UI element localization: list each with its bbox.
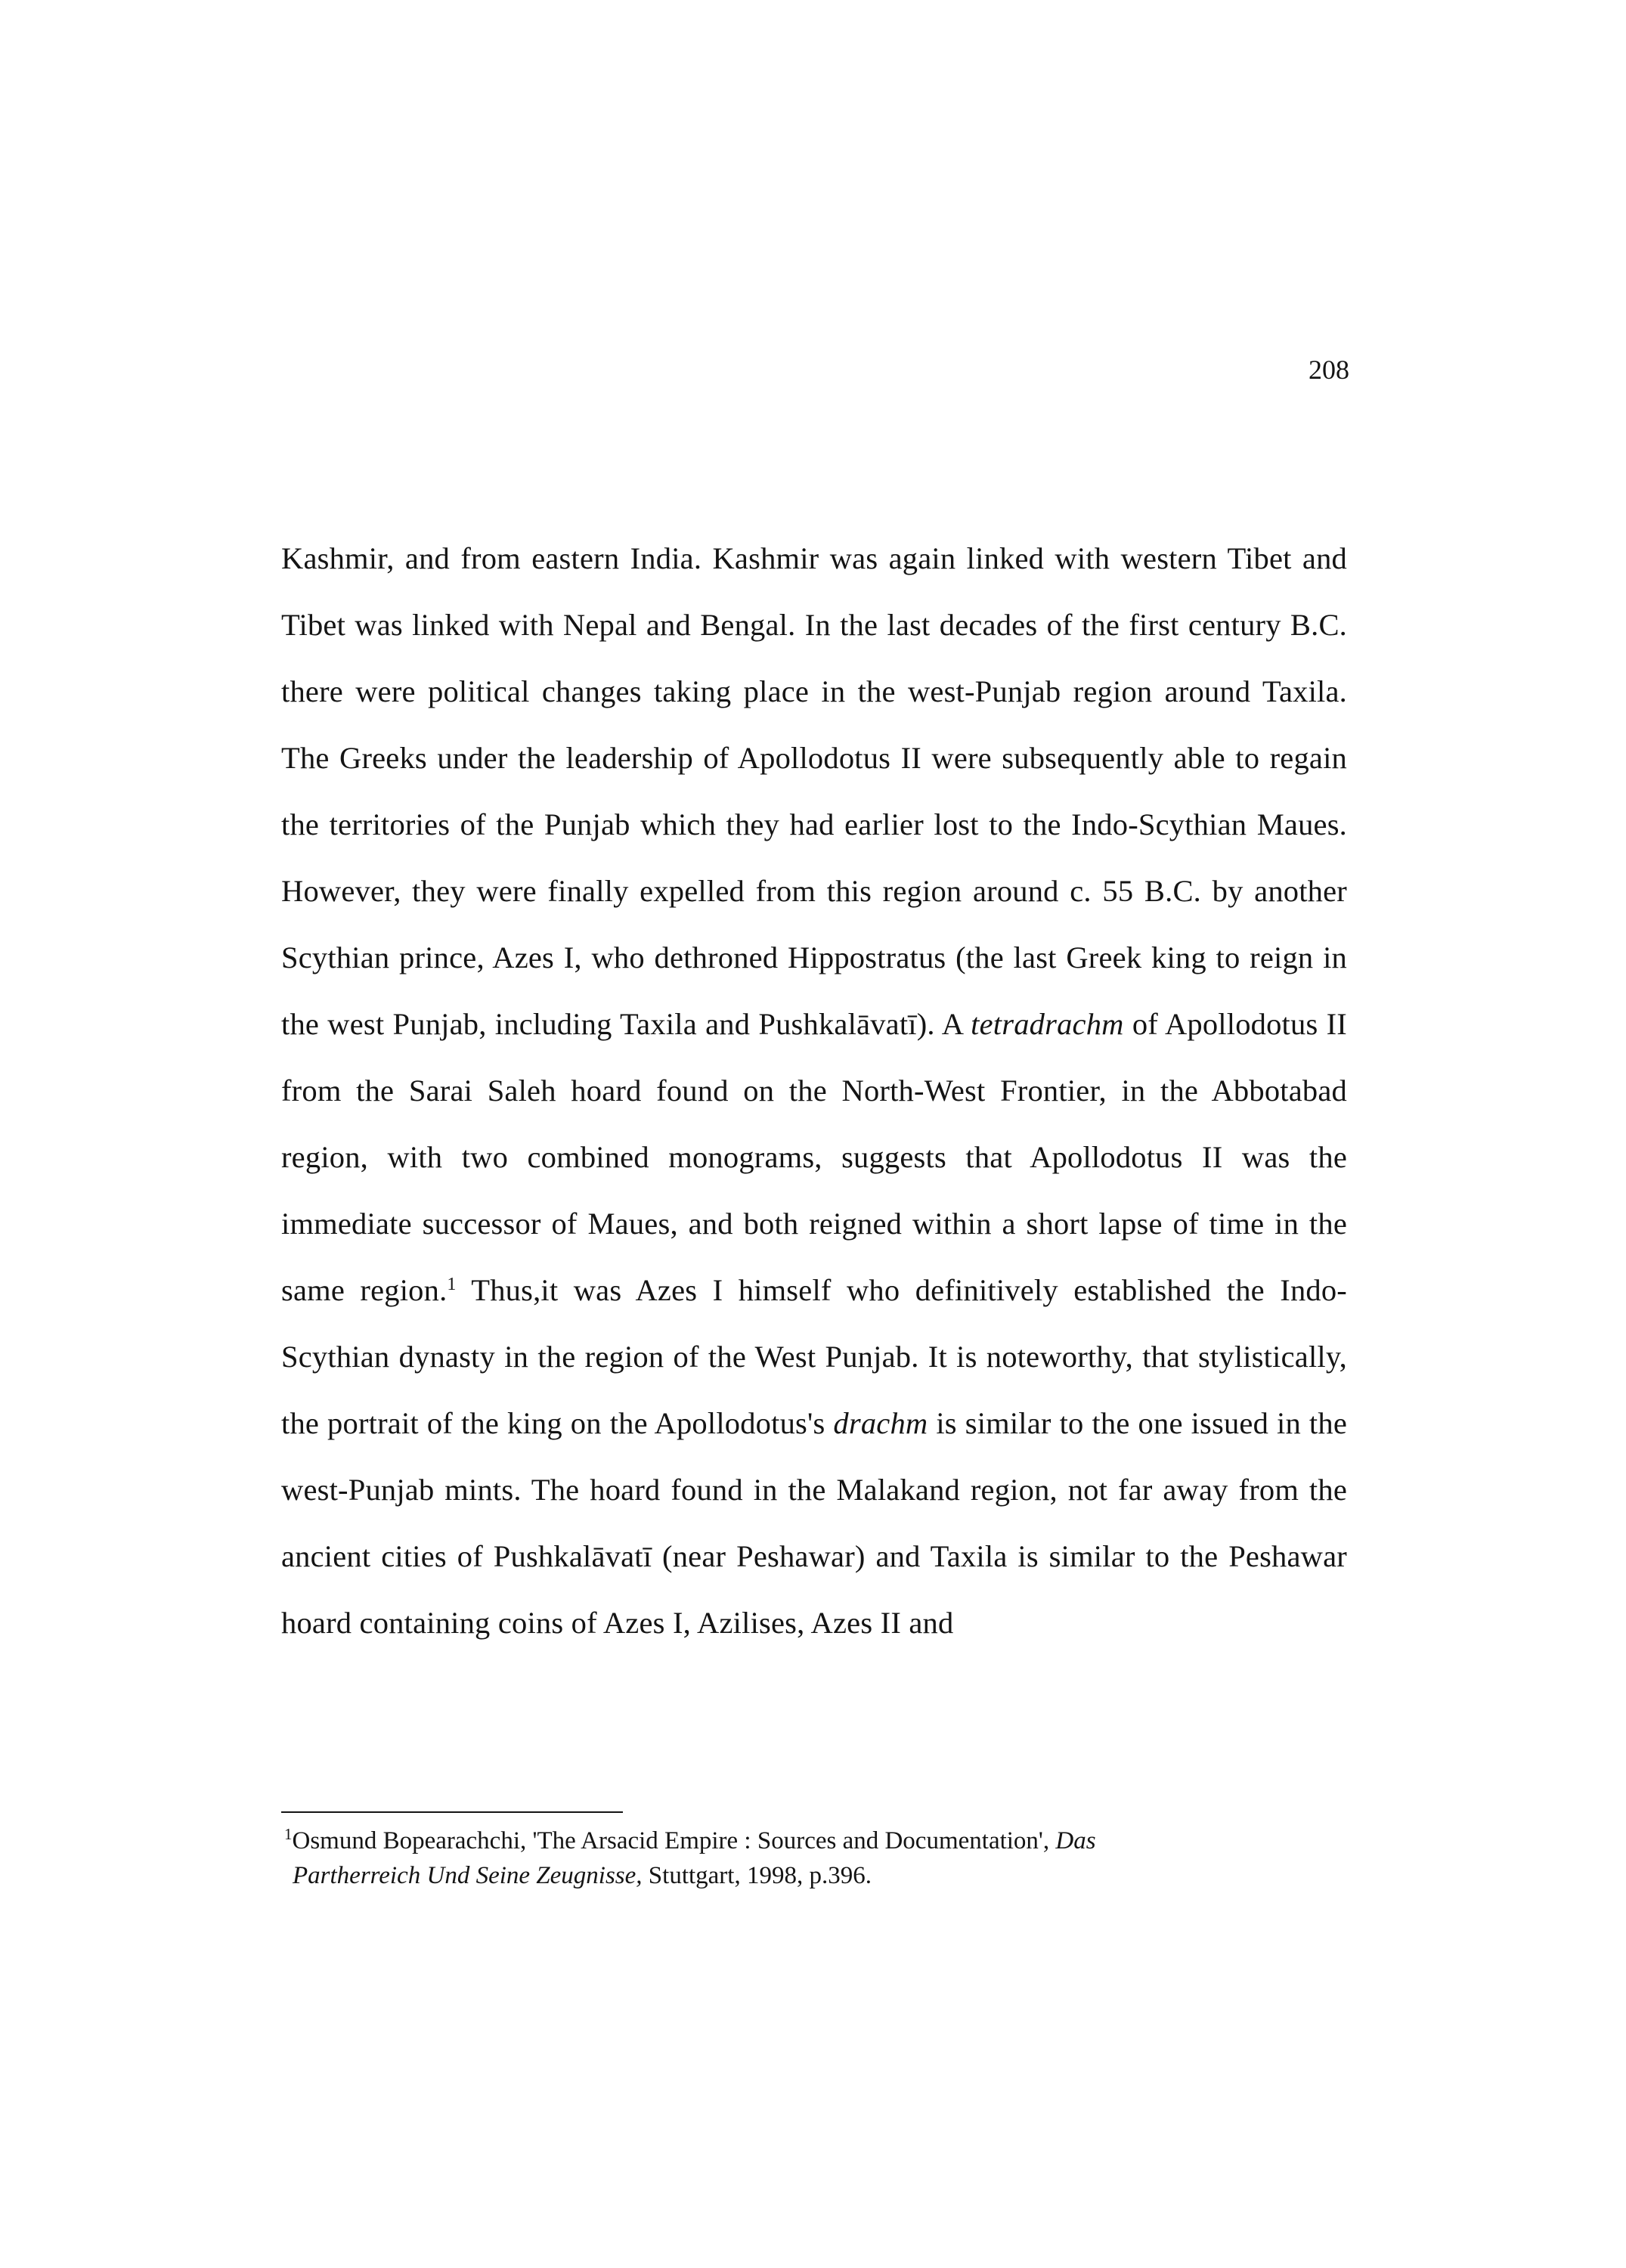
body-text-segment: of Apollodotus II from the Sarai Saleh hoard found on the North-West Frontier, in the Abbotabad region, with two combined monograms, suggests that Apollodotus II was the immediate successor of Maues, and both reigned within a short lapse of time in the same region. xyxy=(281,1007,1347,1307)
term-drachm: drachm xyxy=(833,1406,928,1440)
term-tetradrachm: tetradrachm xyxy=(971,1007,1124,1041)
page-number: 208 xyxy=(1309,355,1349,385)
footnote xyxy=(281,1823,1355,1893)
footnote-divider xyxy=(281,1811,623,1813)
footnote-citation-details: Stuttgart, 1998, p.396. xyxy=(642,1862,872,1889)
body-text-segment: Kashmir, and from eastern India. Kashmir was again linked with western Tibet and Tibet was linked with Nepal and Bengal. In the last decades of the first century B.C. there were political changes taking place in the west-Punjab region around Taxila. The Greeks under the leadership of Apollodotus II were subsequently able to regain the territories of the Punjab which they had earlier lost to the Indo-Scythian Maues. However, they were finally expelled from this region around c. 55 B.C. by another Scythian prince, Azes I, who dethroned Hippostratus (the last Greek king to reign in the west Punjab, including Taxila and Pushkalāvatī). A xyxy=(281,541,1347,1041)
body-text-segment: Thus,it was Azes I himself who definitively established the Indo-Scythian dynasty in the region of the West Punjab. It is noteworthy, that stylistically, the portrait of the king on the Apollodotus's xyxy=(281,1273,1347,1440)
footnote-line xyxy=(281,1858,1355,1893)
footnote-citation-author-title: Osmund Bopearachchi, 'The Arsacid Empire : Sources and Documentation', xyxy=(292,1827,1056,1854)
footnote-mark: 1 xyxy=(284,1825,293,1843)
footnote-publication-title-part: Das xyxy=(1055,1827,1096,1854)
footnote-reference: 1 xyxy=(447,1275,457,1294)
body-text-segment: is similar to the one issued in the west-Punjab mints. The hoard found in the Malakand region, not far away from the ancient cities of Pushkalāvatī (near Peshawar) and Taxila is similar to the Peshawar hoard containing coins of Azes I, Azilises, Azes II and xyxy=(281,1406,1347,1640)
footnote-publication-title-part: Partherreich Und Seine Zeugnisse, xyxy=(293,1862,643,1889)
footnote-line xyxy=(281,1823,1355,1858)
body-paragraph xyxy=(281,525,1347,1656)
